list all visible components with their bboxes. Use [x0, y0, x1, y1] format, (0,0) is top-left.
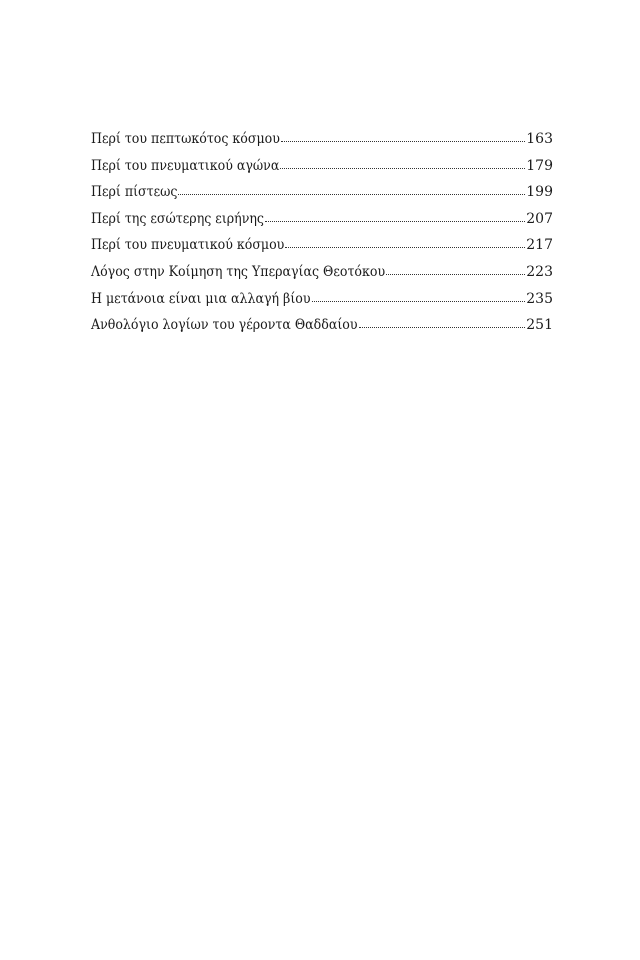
toc-dot-leader: [359, 327, 526, 328]
toc-entry-page: 235: [526, 290, 553, 307]
toc-entry-page: 179: [526, 157, 553, 174]
toc-dot-leader: [285, 247, 525, 248]
toc-entry: [91, 237, 553, 264]
toc-entry: [91, 211, 553, 238]
toc-entry: [91, 291, 553, 318]
toc-dot-leader: [386, 274, 525, 275]
toc-entry-page: 223: [526, 263, 553, 280]
toc-entry: [91, 158, 553, 185]
toc-dot-leader: [280, 168, 525, 169]
toc-entry-page: 251: [526, 317, 553, 334]
toc-entry: [91, 131, 553, 158]
toc-entry-title: Ανθολόγιο λογίων του γέροντα Θαδδαίου: [91, 317, 358, 334]
toc-dot-leader: [312, 301, 526, 302]
toc-entry-title: Περί πίστεως: [91, 184, 178, 201]
toc-entry-page: 217: [526, 237, 553, 254]
toc-entry-page: 163: [526, 131, 553, 147]
toc-entry-title: Περί του πεπτωκότος κόσμου: [91, 131, 280, 147]
toc-dot-leader: [178, 194, 525, 195]
toc-entry-title: Λόγος στην Κοίμηση της Υπεραγίας Θεοτόκου: [91, 263, 386, 280]
toc-entry-page: 207: [526, 210, 553, 227]
toc-entry-title: Η μετάνοια είναι μια αλλαγή βίου: [91, 290, 311, 307]
toc-dot-leader: [281, 141, 525, 142]
toc-entry-page: 199: [526, 184, 553, 201]
toc-dot-leader: [265, 221, 525, 222]
table-of-contents: [91, 131, 553, 344]
toc-entry-title: Περί του πνευματικού αγώνα: [91, 157, 280, 174]
toc-entry-title: Περί του πνευματικού κόσμου: [91, 237, 285, 254]
toc-entry: [91, 264, 553, 291]
toc-entry: [91, 184, 553, 211]
toc-entry: [91, 317, 553, 344]
toc-entry-title: Περί της εσώτερης ειρήνης: [91, 210, 264, 227]
